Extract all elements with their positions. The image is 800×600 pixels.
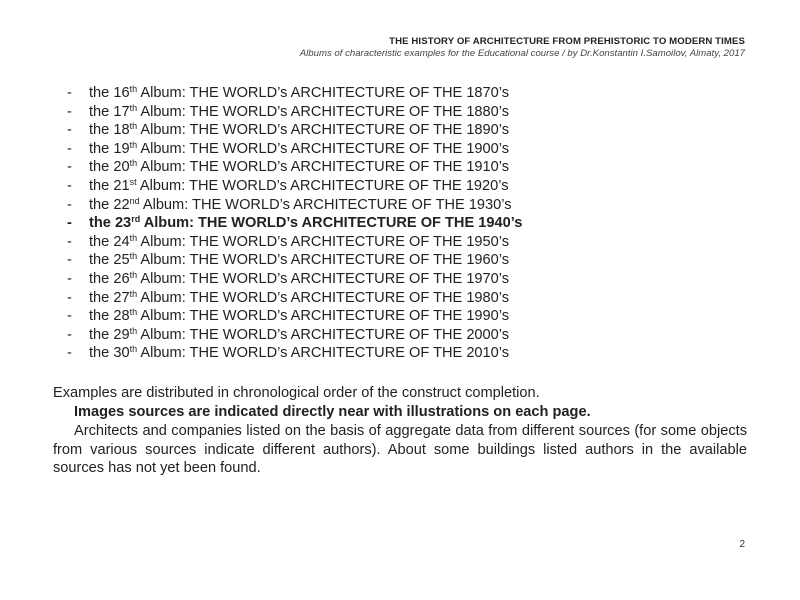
list-dash: - [67,140,72,157]
album-prefix: the 22 [89,196,130,213]
album-suffix: Album: THE WORLD’s ARCHITECTURE OF THE 1990’s [137,308,510,325]
album-ordinal: rd [131,214,141,225]
album-ordinal: th [129,102,138,113]
album-ordinal: th [129,139,138,150]
album-ordinal: th [129,232,138,243]
album-item [67,326,522,345]
album-prefix: the 16 [89,85,130,101]
album-item-current [67,214,522,233]
album-ordinal: th [129,270,138,280]
album-suffix: Album: THE WORLD’s ARCHITECTURE OF THE 1970’s [137,270,510,287]
album-item [67,307,522,326]
album-prefix: the 20 [89,159,130,176]
album-item [67,233,522,252]
paragraph-chronological-order: Examples are distributed in chronological order of the construct completion. [53,385,540,401]
album-item [67,103,522,122]
list-dash: - [67,233,72,250]
album-ordinal: nd [129,195,140,206]
album-ordinal: th [129,288,138,299]
album-prefix: the 24 [89,233,130,250]
album-suffix: Album: THE WORLD’s ARCHITECTURE OF THE 2010’s [137,345,510,362]
list-dash: - [67,159,72,176]
page-number: 2 [739,539,745,550]
album-suffix: Album: THE WORLD’s ARCHITECTURE OF THE 1960’s [137,252,510,269]
list-dash: - [67,177,72,194]
album-prefix: the 26 [89,270,130,287]
album-suffix: Album: THE WORLD’s ARCHITECTURE OF THE 1910’s [137,159,510,176]
paragraph-architects-note: Architects and companies listed on the basis of aggregate data from different sources (for some objects from various sources indicate different authors). About some buildings listed authors in the available sources has not yet been found. [53,423,747,477]
album-list [67,84,522,363]
album-item [67,251,522,270]
album-prefix: the 17 [89,103,130,120]
album-suffix: Album: THE WORLD’s ARCHITECTURE OF THE 1870’s [137,85,510,101]
album-prefix: the 28 [89,308,130,325]
album-ordinal: th [129,84,138,95]
album-suffix: Album: THE WORLD’s ARCHITECTURE OF THE 1930’s [139,196,512,213]
album-suffix: Album: THE WORLD’s ARCHITECTURE OF THE 1920’s [136,177,509,194]
album-prefix: the 18 [89,122,130,139]
album-item [67,289,522,308]
paragraph-image-sources: Images sources are indicated directly near with illustrations on each page. [74,404,591,420]
album-item [67,158,522,177]
list-dash: - [67,308,72,325]
album-item [67,177,522,196]
header-subtitle: Albums of characteristic examples for the Educational course / by Dr.Konstantin I.Samoilov, Almaty, 2017 [299,48,745,59]
album-suffix: Album: THE WORLD’s ARCHITECTURE OF THE 2000’s [137,326,510,343]
album-item [67,344,522,363]
album-prefix: the 23 [89,215,132,232]
list-dash: - [67,289,72,306]
list-dash: - [67,122,72,139]
album-prefix: the 27 [89,289,130,306]
album-prefix: the 29 [89,326,130,343]
album-ordinal: th [129,251,138,262]
album-suffix: Album: THE WORLD’s ARCHITECTURE OF THE 1980’s [137,289,510,306]
album-ordinal: th [129,121,138,132]
list-dash: - [67,103,72,120]
album-prefix: the 25 [89,252,130,269]
album-prefix: the 19 [89,140,130,157]
album-suffix: Album: THE WORLD’s ARCHITECTURE OF THE 1940’s [140,215,523,232]
album-ordinal: th [129,325,138,336]
list-dash: - [67,270,72,287]
list-dash: - [67,326,72,343]
list-dash: - [67,215,72,232]
album-ordinal: st [129,177,137,188]
album-suffix: Album: THE WORLD’s ARCHITECTURE OF THE 1880’s [137,103,510,120]
header-title: THE HISTORY OF ARCHITECTURE FROM PREHISTORIC TO MODERN TIMES [389,36,745,47]
album-item [67,121,522,140]
list-dash: - [67,196,72,213]
album-suffix: Album: THE WORLD’s ARCHITECTURE OF THE 1950’s [137,233,510,250]
album-item [67,196,522,215]
album-ordinal: th [129,344,138,355]
album-item [67,270,522,289]
page-header [300,36,745,60]
list-dash: - [67,252,72,269]
album-ordinal: th [129,307,138,318]
album-prefix: the 21 [89,177,130,194]
album-ordinal: th [129,158,138,169]
album-item [67,140,522,159]
album-prefix: the 30 [89,345,130,362]
album-item [67,84,522,103]
album-suffix: Album: THE WORLD’s ARCHITECTURE OF THE 1890’s [137,122,510,139]
album-suffix: Album: THE WORLD’s ARCHITECTURE OF THE 1900’s [137,140,510,157]
list-dash: - [67,345,72,362]
list-dash: - [67,85,72,101]
